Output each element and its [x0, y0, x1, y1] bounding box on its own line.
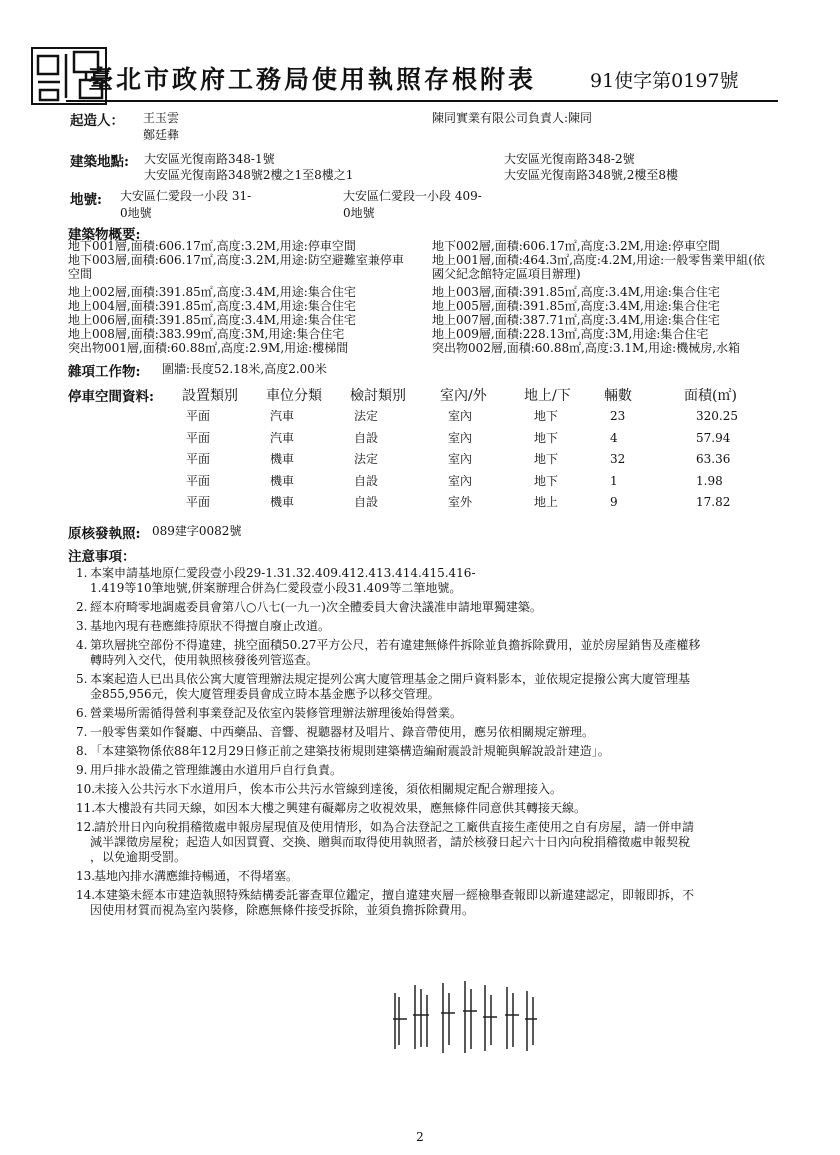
parking-cell: 9 — [610, 495, 618, 509]
note-number: 9. — [76, 763, 88, 777]
overview-label: 建築物概要: — [68, 227, 141, 243]
note-text: 經本府畸零地調處委員會第八○八七(一九一)次全體委員大會決議准申請地單獨建築。 — [90, 600, 542, 614]
document-number: 91使字第0197號 — [590, 70, 739, 92]
owner-label: 起造人： — [70, 113, 124, 129]
parking-header: 設置類別 — [182, 388, 238, 404]
parking-header: 檢討類別 — [350, 388, 406, 404]
owner-name-2: 鄭廷彝 — [143, 128, 180, 142]
note-text: 營業場所需循得營利事業登記及依室內裝修管理辦法辦理後始得營業。 — [90, 706, 463, 720]
location-label: 建築地點: — [70, 154, 129, 170]
parking-cell: 自設 — [354, 473, 379, 488]
note-line — [76, 725, 788, 740]
misc-work-label: 雜項工作物: — [68, 364, 141, 380]
note-item — [76, 600, 788, 615]
note-text: 減半課徵房屋稅；起造人如因買賣、交換、贈與而取得使用執照者，請於核發日起六十日內向稅捐稽徵處申報契稅 — [90, 835, 691, 849]
parking-cell: 32 — [610, 452, 626, 466]
overview-left-line: 地下001層,面積:606.17㎡,高度:3.2M,用途:停車空間 — [68, 239, 356, 253]
parking-header: 地上/下 — [524, 388, 571, 404]
owner-name-1: 王玉雲 — [143, 111, 180, 125]
parking-cell: 機車 — [270, 473, 295, 488]
overview-right-line: 地上007層,面積:387.71㎡,高度:3.4M,用途:集合住宅 — [432, 313, 720, 327]
note-item — [76, 820, 788, 865]
parking-cell: 17.82 — [696, 495, 731, 509]
note-number: 12. — [76, 820, 96, 834]
note-line — [76, 706, 788, 721]
overview-right-column — [432, 239, 765, 355]
note-line — [76, 782, 788, 797]
note-line — [76, 835, 788, 850]
parking-cell: 地下 — [534, 409, 559, 423]
note-text: 未接入公共污水下水道用戶，俟本市公共污水管線到達後，須依相關規定配合辦理接入。 — [94, 782, 563, 796]
note-text: 「本建築物係依88年12月29日修正前之建築技術規則建築構造編耐震設計規範與解說設計建造」。 — [90, 744, 610, 758]
location-left-1: 大安區光復南路348-1號 — [144, 152, 275, 166]
note-text: 1.419等10筆地號,併案辦理合併為仁愛段壹小段31.409等二筆地號。 — [90, 581, 462, 595]
land-right-2: 0地號 — [343, 206, 375, 220]
note-text: 金855,956元，俟大廈管理委員會成立時本基金應予以移交管理。 — [90, 687, 440, 701]
note-text: 基地內現有巷應維持原狀不得擅自廢止改道。 — [90, 619, 331, 633]
parking-cell: 室外 — [448, 495, 473, 509]
parking-cell: 法定 — [354, 452, 379, 466]
overview-right-line: 突出物002層,面積:60.88㎡,高度:3.1M,用途:機械房,水箱 — [432, 341, 741, 355]
original-permit-value: 089建字0082號 — [152, 524, 242, 538]
note-line — [76, 744, 788, 759]
parking-label: 停車空間資料: — [68, 389, 154, 405]
parking-cell: 23 — [610, 409, 626, 423]
note-line — [76, 653, 788, 668]
note-line — [76, 638, 788, 653]
note-text: 本建築未經本市建造執照特殊結構委託審查單位鑑定，擅自違建夾層一經檢舉查報即以新違建認定，即報即拆，不 — [94, 888, 695, 902]
note-line — [76, 600, 788, 615]
location-right-1: 大安區光復南路348-2號 — [504, 152, 635, 166]
overview-right-line: 地上009層,面積:228.13㎡,高度:3M,用途:集合住宅 — [432, 327, 709, 341]
note-line — [76, 888, 788, 903]
parking-cell: 地下 — [534, 452, 559, 466]
parking-cell: 63.36 — [696, 452, 731, 466]
parking-cell: 平面 — [186, 452, 211, 466]
land-number-label: 地號: — [70, 192, 102, 208]
note-item — [76, 801, 788, 816]
parking-cell: 自設 — [354, 495, 379, 509]
parking-cell: 平面 — [186, 473, 211, 488]
parking-header: 室內/外 — [440, 388, 487, 404]
note-number: 1. — [76, 566, 88, 580]
parking-cell: 57.94 — [696, 430, 731, 445]
note-line — [76, 869, 788, 884]
note-line — [76, 903, 788, 918]
note-item — [76, 888, 788, 918]
note-item — [76, 619, 788, 634]
overview-left-line: 空間 — [68, 267, 93, 281]
note-text: 本大樓設有共同天線，如因本大樓之興建有礙鄰房之收視效果，應無條件同意供其轉接天線。 — [94, 801, 587, 815]
note-text: 基地內排水溝應維持暢通，不得堵塞。 — [94, 869, 299, 883]
note-line — [76, 672, 788, 687]
parking-cell: 平面 — [186, 495, 211, 509]
official-seal-icon — [385, 975, 545, 1057]
note-line — [76, 850, 788, 865]
note-number: 14. — [76, 888, 96, 902]
note-text: 本案起造人已出具依公寓大廈管理辦法規定提列公寓大廈管理基金之開戶資料影本，並依規定提撥公寓大廈管理基 — [90, 672, 691, 686]
note-line — [76, 820, 788, 835]
notes-label: 注意事項： — [68, 549, 136, 565]
overview-right-line: 地上003層,面積:391.85㎡,高度:3.4M,用途:集合住宅 — [432, 285, 720, 299]
note-item — [76, 672, 788, 702]
overview-left-line: 地上002層,面積:391.85㎡,高度:3.4M,用途:集合住宅 — [68, 285, 356, 299]
note-text: 因使用材質而視為室內裝修，除應無條件接受拆除，並須負擔拆除費用。 — [90, 903, 475, 917]
note-number: 11. — [76, 801, 96, 815]
parking-cell: 法定 — [354, 409, 379, 423]
note-item — [76, 706, 788, 721]
document-title: 臺北市政府工務局使用執照存根附表 — [88, 65, 537, 94]
note-number: 4. — [76, 638, 88, 652]
overview-right-line: 地上001層,面積:464.3㎡,高度:4.2M,用途:一般零售業甲組(依 — [432, 253, 765, 267]
page-number: 2 — [416, 1130, 424, 1144]
parking-header: 車位分類 — [266, 388, 322, 404]
parking-cell: 室內 — [448, 473, 473, 488]
parking-cell: 地下 — [534, 430, 559, 445]
note-number: 3. — [76, 619, 88, 633]
location-right-2: 大安區光復南路348號,2樓至8樓 — [504, 168, 678, 182]
parking-cell: 汽車 — [270, 409, 295, 423]
note-line — [76, 566, 788, 581]
note-line — [76, 581, 788, 596]
overview-left-line: 地上006層,面積:391.85㎡,高度:3.4M,用途:集合住宅 — [68, 313, 356, 327]
note-number: 13. — [76, 869, 96, 883]
note-number: 7. — [76, 725, 88, 739]
note-text: 第玖層挑空部份不得違建，挑空面積50.27平方公尺，若有違建無條件拆除並負擔拆除費用，並於房屋銷售及產權移 — [90, 638, 701, 652]
note-text: ，以免逾期受罰。 — [90, 850, 187, 864]
parking-cell: 地上 — [534, 495, 559, 509]
parking-header: 輛數 — [604, 388, 632, 404]
note-item — [76, 566, 788, 596]
note-number: 8. — [76, 744, 88, 758]
owner-company: 陳同實業有限公司負責人:陳同 — [432, 111, 593, 125]
land-right-1: 大安區仁愛段一小段 409- — [343, 189, 482, 203]
notes-list — [76, 566, 788, 922]
parking-cell: 室內 — [448, 452, 473, 466]
parking-cell: 1.98 — [696, 473, 723, 488]
location-left-2: 大安區光復南路348號2樓之1至8樓之1 — [144, 168, 354, 182]
note-line — [76, 687, 788, 702]
parking-cell: 地下 — [534, 473, 559, 488]
overview-left-line: 地上008層,面積:383.99㎡,高度:3M,用途:集合住宅 — [68, 327, 345, 341]
parking-cell: 室內 — [448, 409, 473, 423]
note-line — [76, 763, 788, 778]
note-number: 5. — [76, 672, 88, 686]
parking-cell: 320.25 — [696, 409, 738, 423]
note-number: 2. — [76, 600, 88, 614]
parking-cell: 自設 — [354, 430, 379, 445]
note-item — [76, 782, 788, 797]
note-text: 請於卅日內向稅捐稽徵處申報房屋現值及使用情形，如為合法登記之工廠供直接生產使用之自有房屋，請一併申請 — [94, 820, 695, 834]
parking-cell: 平面 — [186, 430, 211, 445]
note-line — [76, 801, 788, 816]
overview-right-line: 地下002層,面積:606.17㎡,高度:3.2M,用途:停車空間 — [432, 239, 720, 253]
parking-cell: 機車 — [270, 495, 295, 509]
parking-cell: 1 — [610, 473, 618, 488]
note-text: 用戶排水設備之管理維護由水道用戶自行負責。 — [90, 763, 343, 777]
parking-cell: 機車 — [270, 452, 295, 466]
overview-right-line: 地上005層,面積:391.85㎡,高度:3.4M,用途:集合住宅 — [432, 299, 720, 313]
note-item — [76, 725, 788, 740]
note-text: 本案申請基地原仁愛段壹小段29-1.31.32.409.412.413.414.415.416- — [90, 566, 476, 580]
overview-left-line: 地下003層,面積:606.17㎡,高度:3.2M,用途:防空避難室兼停車 — [68, 253, 404, 267]
note-item — [76, 638, 788, 668]
original-permit-label: 原核發執照: — [68, 526, 141, 542]
note-number: 6. — [76, 706, 88, 720]
overview-left-column — [68, 239, 404, 355]
land-left-1: 大安區仁愛段一小段 31- — [120, 189, 252, 203]
overview-left-line: 地上004層,面積:391.85㎡,高度:3.4M,用途:集合住宅 — [68, 299, 356, 313]
misc-work-value: 圍牆:長度52.18米,高度2.00米 — [162, 362, 327, 376]
parking-cell: 平面 — [186, 409, 211, 423]
note-item — [76, 869, 788, 884]
header-divider — [66, 100, 778, 102]
parking-header: 面積(㎡) — [684, 388, 737, 404]
land-left-2: 0地號 — [120, 206, 152, 220]
parking-cell: 汽車 — [270, 430, 295, 445]
note-line — [76, 619, 788, 634]
parking-cell: 室內 — [448, 430, 473, 445]
note-text: 轉時列入交代，使用執照核發後列管巡查。 — [90, 653, 319, 667]
parking-cell: 4 — [610, 430, 618, 445]
overview-left-line: 突出物001層,面積:60.88㎡,高度:2.9M,用途:樓梯間 — [68, 341, 349, 355]
note-item — [76, 763, 788, 778]
note-text: 一般零售業如作餐廳、中西藥品、音響、視聽器材及唱片、錄音帶使用，應另依相關規定辦理。 — [90, 725, 595, 739]
note-item — [76, 744, 788, 759]
overview-right-line: 國父紀念館特定區項目辦理) — [432, 267, 581, 281]
note-number: 10. — [76, 782, 96, 796]
